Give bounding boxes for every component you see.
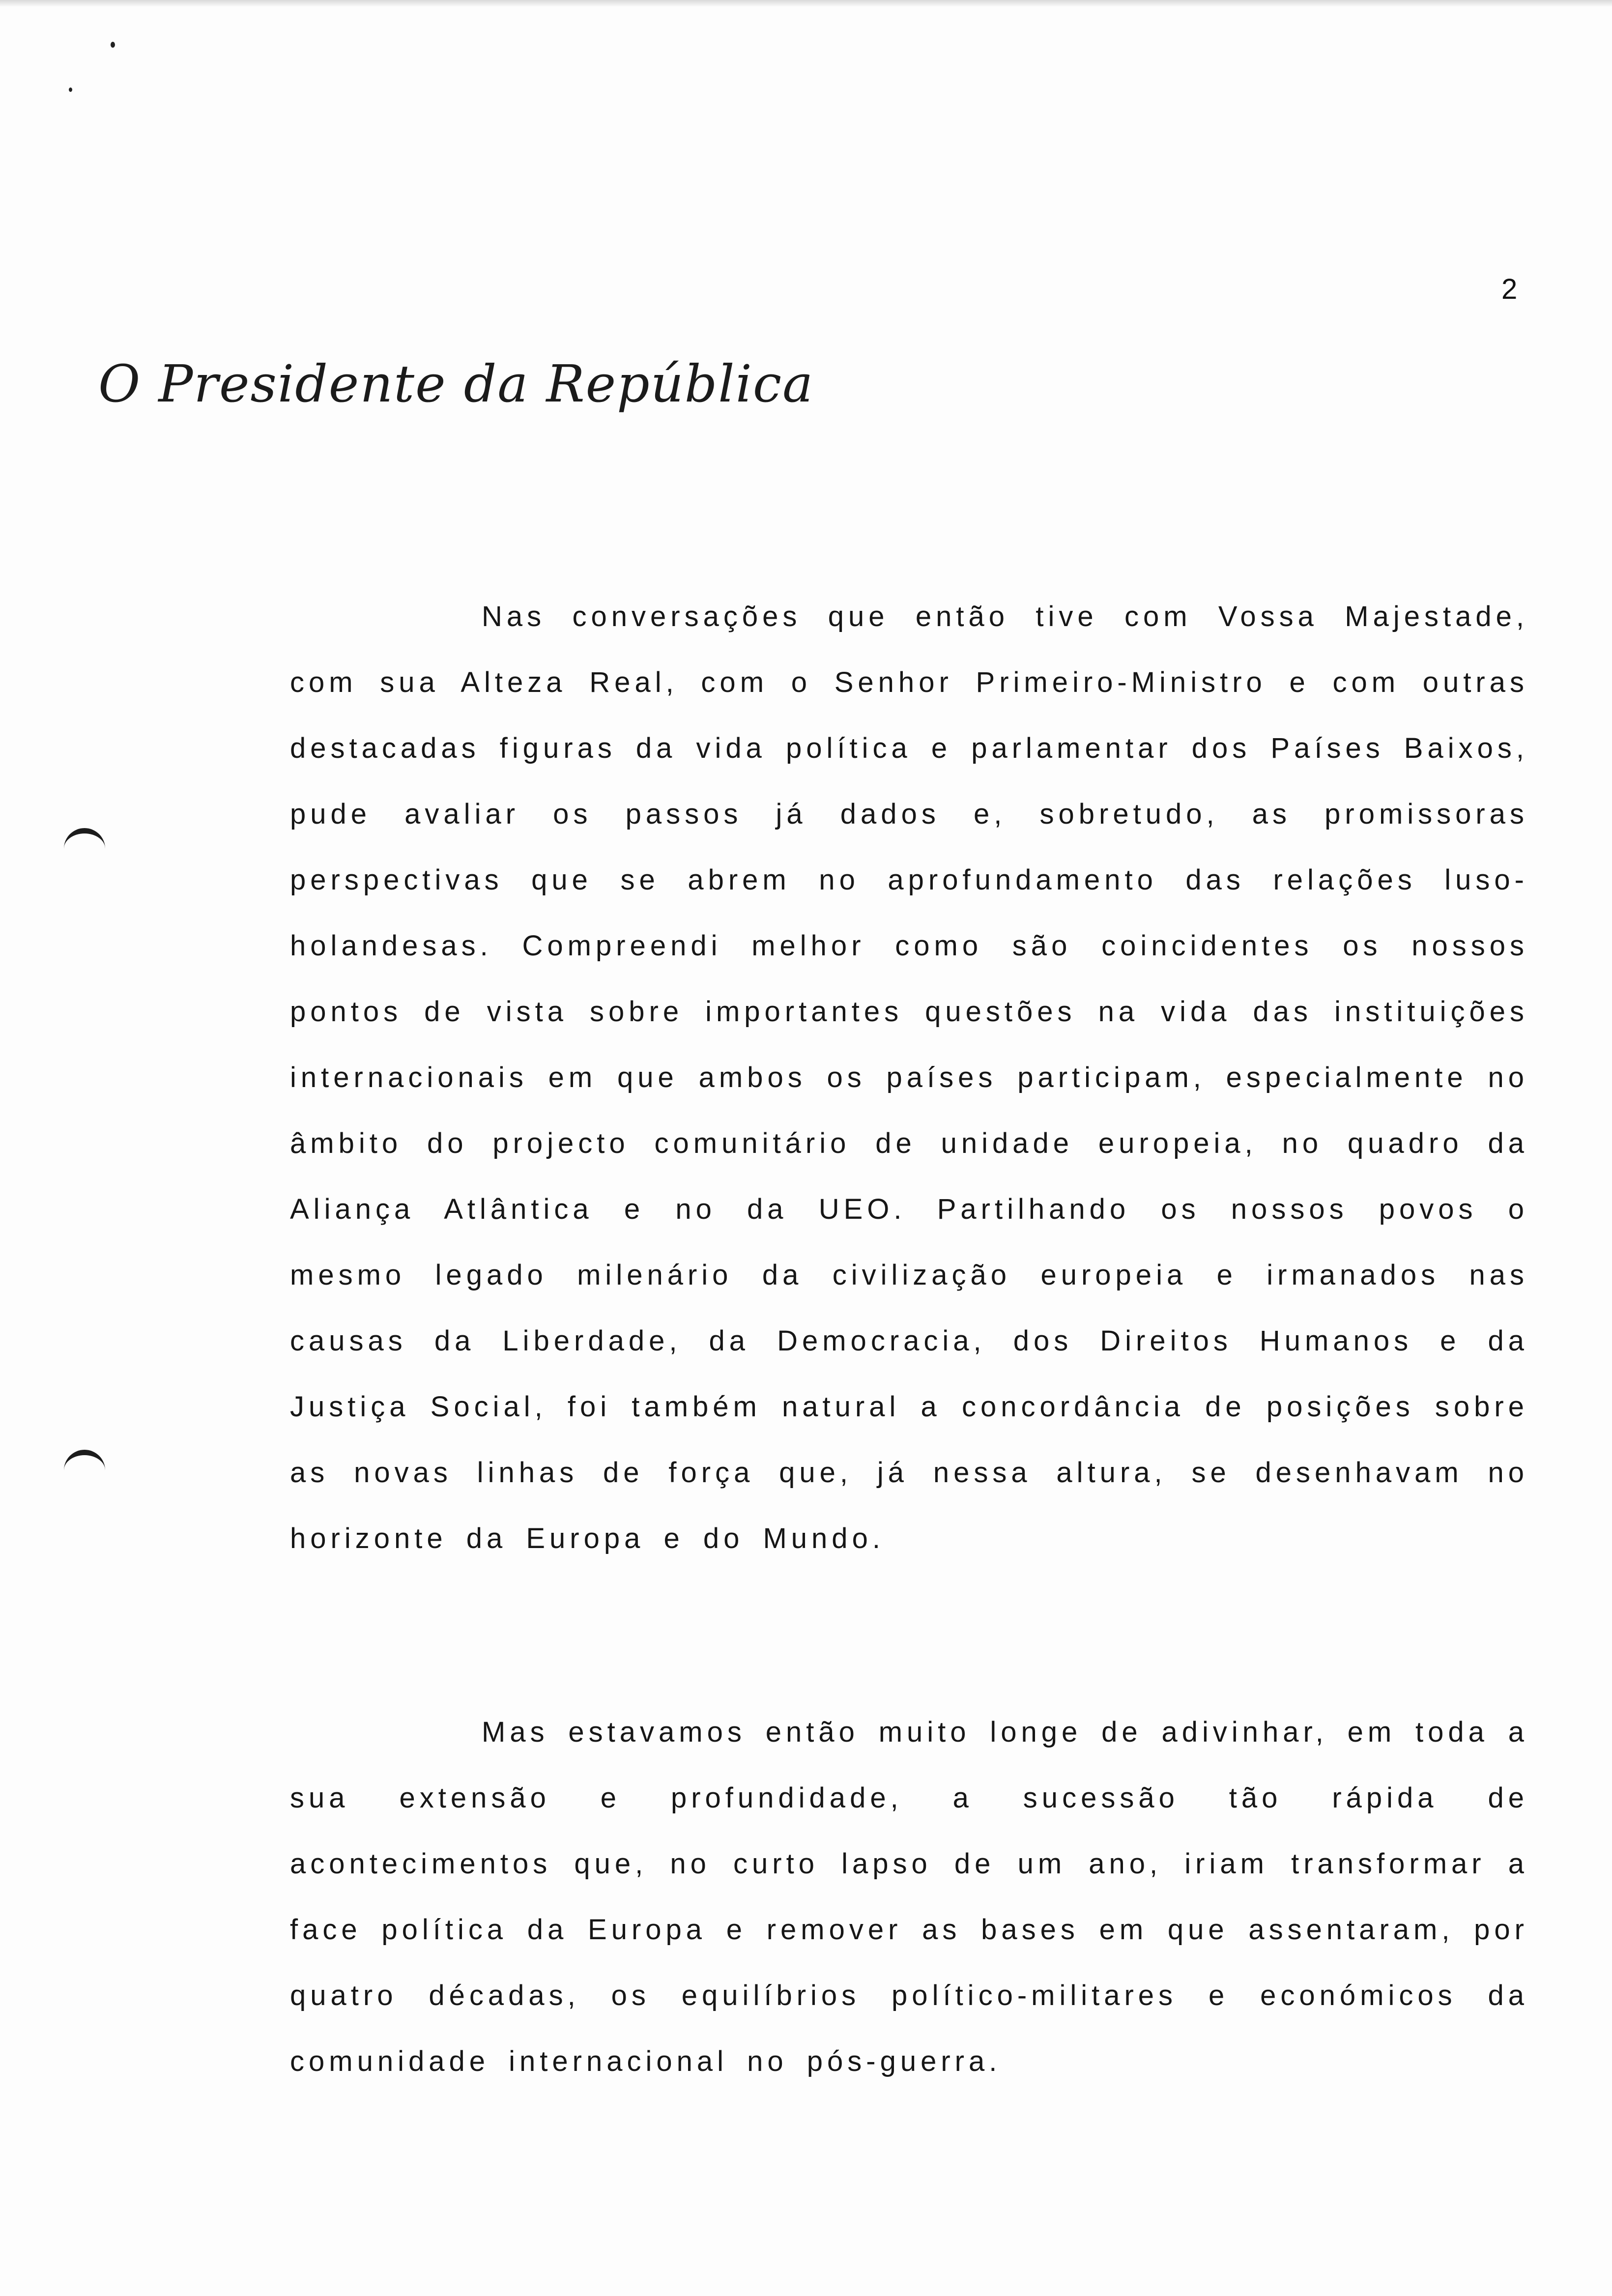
letterhead-title: O Presidente da República <box>98 354 814 414</box>
scan-speck <box>111 42 115 48</box>
punch-hole-mark <box>64 1450 105 1479</box>
body-paragraph: Nas conversações que então tive com Vossa Majestade, com sua Alteza Real, com o Senhor Primeiro-Ministro e com outras destacadas figuras da vida política e parlamentar dos Países Baixos, pude avaliar os passos já dados e, sobretudo, as promissoras perspectivas que se abrem no aprofundamento das relações luso-holandesas. Compreendi melhor como são coincidentes os nossos pontos de vista sobre importantes questões na vida das instituições internacionais em que ambos os países participam, especialmente no âmbito do projecto comunitário de unidade europeia, no quadro da Aliança Atlântica e no da UEO. Partilhando os nossos povos o mesmo legado milenário da civilização europeia e irmanados nas causas da Liberdade, da Democracia, dos Direitos Humanos e da Justiça Social, foi também natural a concordância de posições sobre as novas linhas de força que, já nessa altura, se desenhavam no horizonte da Europa e do Mundo. <box>290 601 1528 1554</box>
scan-speck <box>69 87 72 92</box>
punch-hole-mark <box>64 828 105 858</box>
scan-edge-shadow <box>0 0 1612 7</box>
body-paragraph: Mas estavamos então muito longe de adivinhar, em toda a sua extensão e profundidade, a sucessão tão rápida de acontecimentos que, no curto lapso de um ano, iriam transformar a face política da Europa e remover as bases em que assentaram, por quatro décadas, os equilíbrios político-militares e económicos da comunidade internacional no pós-guerra. <box>290 1716 1528 2077</box>
page-number: 2 <box>1501 273 1518 305</box>
